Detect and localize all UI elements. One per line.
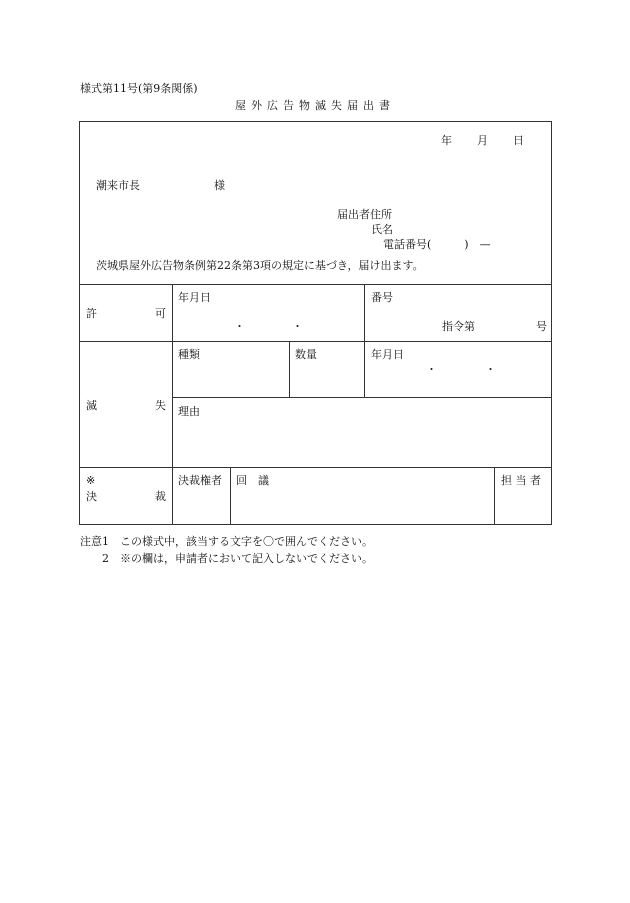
document-title: 屋外広告物滅失届出書 — [235, 99, 395, 112]
permit-label-left: 許 — [86, 307, 97, 320]
form-frame — [79, 121, 552, 525]
loss-type-label: 種類 — [178, 348, 200, 361]
permit-row-label — [86, 308, 166, 319]
date-year-label: 年 — [441, 134, 452, 147]
applicant-address-label: 届出者住所 — [337, 208, 392, 221]
date-day-label: 日 — [513, 134, 524, 147]
loss-reason-label: 理由 — [178, 405, 200, 418]
permit-number-label: 番号 — [371, 291, 393, 304]
permit-date-dot-1: ・ — [234, 320, 245, 333]
honorific: 様 — [214, 179, 225, 192]
divider-permit-row — [79, 341, 552, 342]
divider-loss-inner — [172, 397, 552, 398]
form-number-label: 様式第11号(第9条関係) — [80, 82, 198, 95]
applicant-name-label: 氏名 — [371, 223, 393, 236]
divider-authority — [230, 467, 231, 525]
decision-label-left: 決 — [86, 490, 97, 503]
loss-quantity-label: 数量 — [295, 348, 317, 361]
permit-label-right: 可 — [155, 307, 166, 320]
decision-person-in-charge-label: 担 当 者 — [501, 474, 541, 487]
loss-label-left: 滅 — [86, 399, 97, 412]
statement: 茨城県屋外広告物条例第22条第3項の規定に基づき，届け出ます。 — [96, 259, 424, 272]
divider-type-quantity — [289, 341, 290, 397]
decision-mark: ※ — [86, 474, 96, 487]
divider-loss-row — [79, 467, 552, 468]
decision-circulation-label: 回 議 — [236, 474, 269, 487]
divider-top-section — [79, 284, 552, 285]
loss-row-label — [86, 400, 166, 411]
note-2: 2 ※の欄は，申請者において記入しないでください。 — [102, 552, 373, 565]
date-month-label: 月 — [477, 134, 488, 147]
divider-person-in-charge — [494, 467, 495, 525]
loss-date-dot-1: ・ — [426, 363, 437, 376]
decision-authority-label: 決裁権者 — [178, 474, 222, 487]
divider-permit-number — [364, 284, 365, 397]
divider-label-column — [172, 284, 173, 525]
loss-date-label: 年月日 — [371, 348, 404, 361]
note-1: 注意1 この様式中，該当する文字を〇で囲んでください。 — [80, 535, 373, 548]
decision-row-label — [86, 491, 166, 502]
permit-number-prefix: 指令第 — [442, 320, 475, 333]
loss-label-right: 失 — [155, 399, 166, 412]
permit-date-dot-2: ・ — [292, 320, 303, 333]
permit-date-label: 年月日 — [178, 291, 211, 304]
addressee: 潮来市長 — [96, 179, 140, 192]
loss-date-dot-2: ・ — [485, 363, 496, 376]
decision-label-right: 裁 — [155, 490, 166, 503]
phone-label: 電話番号( ) — — [383, 238, 491, 251]
permit-number-suffix: 号 — [536, 320, 547, 333]
